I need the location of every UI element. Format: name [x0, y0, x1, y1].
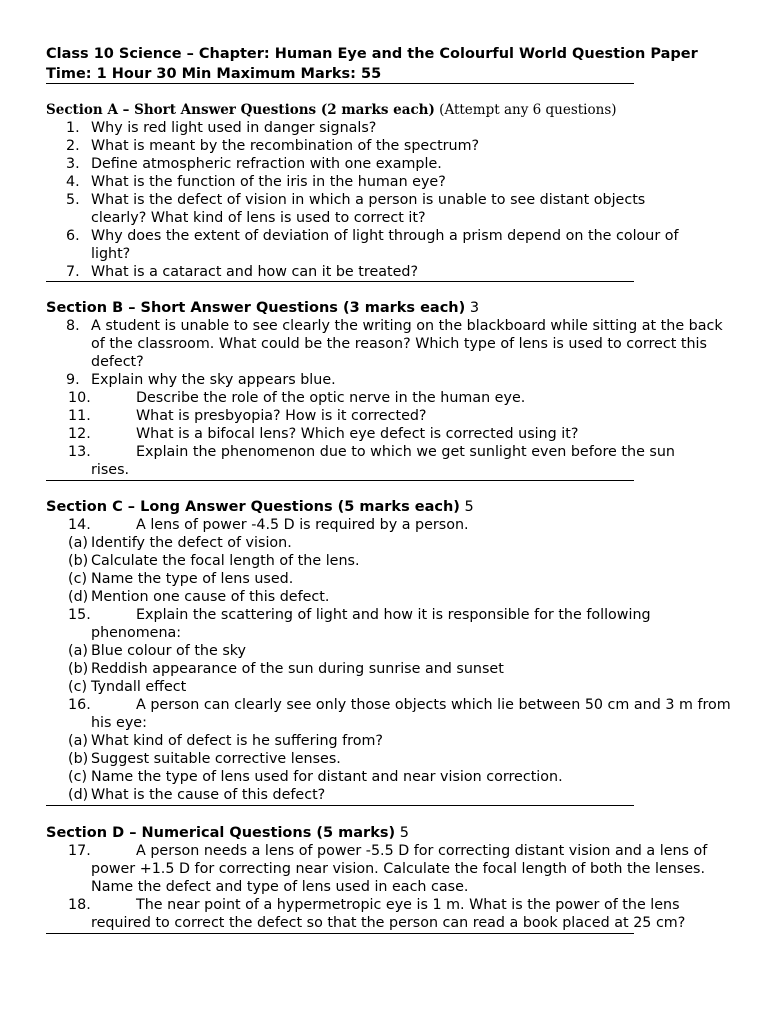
question-number: 15.: [68, 607, 91, 623]
question-text: What is presbyopia? How is it corrected?: [136, 408, 427, 424]
section-b-title: Section B – Short Answer Questions (3 marks each): [46, 300, 466, 316]
question-text: What is a cataract and how can it be treated?: [91, 264, 419, 280]
section-b-marks: 3: [465, 300, 480, 316]
part-text: Name the type of lens used.: [91, 571, 294, 587]
divider: [46, 480, 634, 481]
divider: [46, 83, 634, 84]
part-text: What kind of defect is he suffering from?: [91, 733, 383, 749]
question-number: 17.: [68, 843, 91, 859]
part-label: (a): [68, 535, 88, 551]
question-number: 4.: [66, 174, 80, 190]
question-text: A person needs a lens of power -5.5 D for correcting distant vision and a lens of power +1.5 D for correcting near vision. Calculate the focal length of both the lenses. Name the defect and type of lens used in each case.: [91, 843, 708, 895]
part-label: (a): [68, 643, 88, 659]
question-text: Explain the phenomenon due to which we get sunlight even before the sun rises.: [91, 444, 675, 478]
paper-title: Class 10 Science – Chapter: Human Eye and the Colourful World Question Paper: [46, 46, 698, 62]
question-text: Explain the scattering of light and how it is responsible for the following phenomena:: [91, 607, 651, 641]
part-text: Identify the defect of vision.: [91, 535, 292, 551]
part-text: Suggest suitable corrective lenses.: [91, 751, 341, 767]
question-text: What is a bifocal lens? Which eye defect is corrected using it?: [136, 426, 579, 442]
question-number: 13.: [68, 444, 91, 460]
part-text: Calculate the focal length of the lens.: [91, 553, 360, 569]
paper-time-marks: Time: 1 Hour 30 Min Maximum Marks: 55: [46, 66, 382, 82]
part-text: Reddish appearance of the sun during sunrise and sunset: [91, 661, 504, 677]
part-text: Blue colour of the sky: [91, 643, 247, 659]
question-number: 1.: [66, 120, 80, 136]
question-text: What is the defect of vision in which a person is unable to see distant objects clearly? What kind of lens is used to correct it?: [91, 192, 646, 226]
part-text: What is the cause of this defect?: [91, 787, 326, 803]
divider: [46, 933, 634, 934]
question-number: 18.: [68, 897, 91, 913]
question-text: A student is unable to see clearly the writing on the blackboard while sitting at the back of the classroom. What could be the reason? Which type of lens is used to correct this defect?: [91, 318, 723, 370]
section-c-marks: 5: [459, 499, 474, 515]
section-d-heading: [46, 824, 409, 842]
part-label: (c): [68, 769, 88, 785]
question-number: 11.: [68, 408, 91, 424]
section-c-heading: [46, 498, 474, 516]
section-a-title: Section A – Short Answer Questions (2 marks each): [46, 102, 435, 118]
question-text: Why is red light used in danger signals?: [91, 120, 377, 136]
part-label: (c): [68, 679, 88, 695]
question-number: 3.: [66, 156, 80, 172]
divider: [46, 281, 634, 282]
part-label: (d): [68, 589, 89, 605]
divider: [46, 805, 634, 806]
question-number: 16.: [68, 697, 91, 713]
part-label: (b): [68, 661, 89, 677]
question-number: 2.: [66, 138, 80, 154]
question-number: 5.: [66, 192, 80, 208]
part-label: (b): [68, 553, 89, 569]
question-number: 14.: [68, 517, 91, 533]
question-number: 6.: [66, 228, 80, 244]
part-text: Tyndall effect: [91, 679, 187, 695]
question-number: 7.: [66, 264, 80, 280]
part-text: Mention one cause of this defect.: [91, 589, 330, 605]
question-text: Explain why the sky appears blue.: [91, 372, 336, 388]
section-d-marks: 5: [395, 825, 409, 841]
question-number: 9.: [66, 372, 80, 388]
part-label: (b): [68, 751, 89, 767]
question-number: 10.: [68, 390, 91, 406]
question-number: 8.: [66, 318, 80, 334]
part-label: (d): [68, 787, 89, 803]
part-label: (c): [68, 571, 88, 587]
question-text: Why does the extent of deviation of light through a prism depend on the colour of light?: [91, 228, 679, 262]
section-d-title: Section D – Numerical Questions (5 marks): [46, 825, 396, 841]
question-text: Define atmospheric refraction with one example.: [91, 156, 442, 172]
question-text: What is meant by the recombination of the spectrum?: [91, 138, 480, 154]
part-label: (a): [68, 733, 88, 749]
section-a-heading: [46, 101, 617, 119]
question-text: The near point of a hypermetropic eye is 1 m. What is the power of the lens required to correct the defect so that the person can read a book placed at 25 cm?: [91, 897, 686, 931]
question-number: 12.: [68, 426, 91, 442]
section-a-note: (Attempt any 6 questions): [434, 102, 617, 118]
question-text: A lens of power -4.5 D is required by a person.: [136, 517, 469, 533]
section-b-heading: [46, 299, 479, 317]
part-text: Name the type of lens used for distant and near vision correction.: [91, 769, 563, 785]
question-text: A person can clearly see only those objects which lie between 50 cm and 3 m from his eye:: [91, 697, 731, 731]
section-c-title: Section C – Long Answer Questions (5 marks each): [46, 499, 460, 515]
question-text: Describe the role of the optic nerve in the human eye.: [136, 390, 526, 406]
question-text: What is the function of the iris in the human eye?: [91, 174, 446, 190]
